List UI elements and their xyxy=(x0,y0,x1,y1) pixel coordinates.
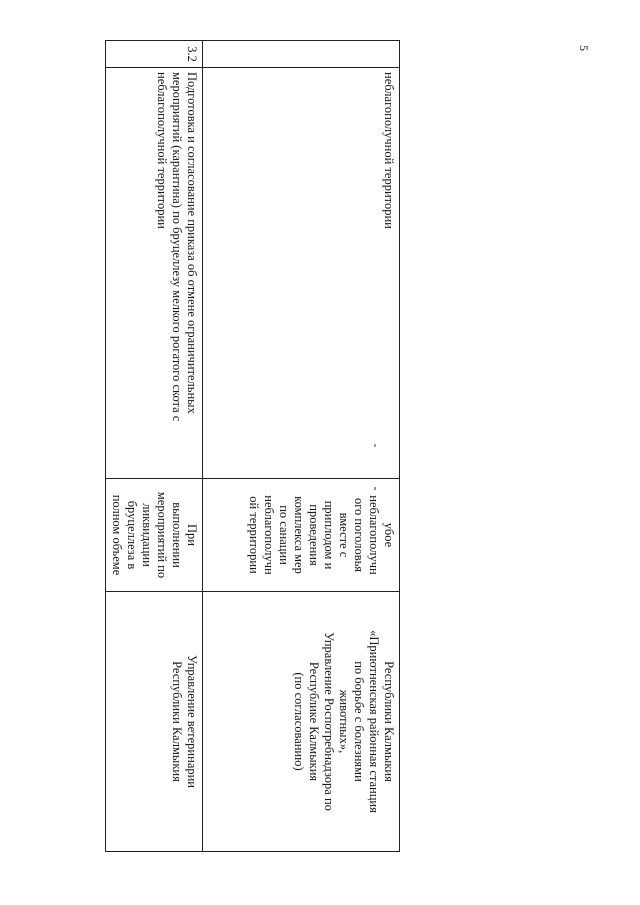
deadline-line: неблагополучн xyxy=(367,495,381,575)
deadline-line: приплодом и xyxy=(322,500,336,570)
table-row xyxy=(106,41,203,852)
measure-description-cell: Подготовка и согласование приказа об отмене ограничительных мероприятий (карантина) по бруцеллезу мелкого рогатого скота с неблагополучной территории xyxy=(106,68,203,479)
deadline-cell xyxy=(203,479,400,592)
responsible-line: Республики Калмыкия xyxy=(382,661,396,782)
responsible-cell xyxy=(203,592,400,852)
responsible-line: Управление ветеринарии xyxy=(185,654,199,788)
responsible-line: животных», xyxy=(337,689,351,754)
measures-table xyxy=(105,40,400,852)
deadline-line: неблагополучн xyxy=(262,495,276,575)
responsible-line: по борьбе с болезнями xyxy=(352,661,366,782)
deadline-line: бруцеллеза в xyxy=(125,500,139,570)
measure-description-cell: неблагополучной территории xyxy=(203,68,400,479)
row-number-cell: 3.2 xyxy=(106,41,203,68)
page-number: 5 xyxy=(577,45,591,51)
responsible-line: Управление Роспотребнадзора по xyxy=(322,632,336,811)
deadline-line: ого поголовья xyxy=(352,497,366,573)
deadline-line: по санации xyxy=(277,505,291,565)
deadline-line: мероприятий по xyxy=(155,491,169,579)
deadline-line: комплекса мер xyxy=(292,496,306,574)
deadline-line: полном объеме xyxy=(110,494,124,576)
deadline-line: вместе с xyxy=(337,512,351,558)
table-row xyxy=(203,41,400,852)
responsible-cell xyxy=(106,592,203,852)
responsible-line: Республики Калмыкия xyxy=(170,661,184,782)
responsible-line: «Приютненская районная станция xyxy=(367,630,381,813)
responsible-line: Республике Калмыкия xyxy=(307,661,321,782)
deadline-line: ой территории xyxy=(247,496,261,574)
deadline-line: выполнении xyxy=(170,502,184,568)
deadline-line: проведения xyxy=(307,504,321,566)
rotated-table-container xyxy=(110,40,400,852)
deadline-cell xyxy=(106,479,203,592)
responsible-line: (по согласованию) xyxy=(292,672,306,771)
row-number-cell xyxy=(203,41,400,68)
deadline-line: ликвидации xyxy=(140,503,154,567)
deadline-line: При xyxy=(185,524,199,546)
deadline-line: убое xyxy=(382,522,396,548)
